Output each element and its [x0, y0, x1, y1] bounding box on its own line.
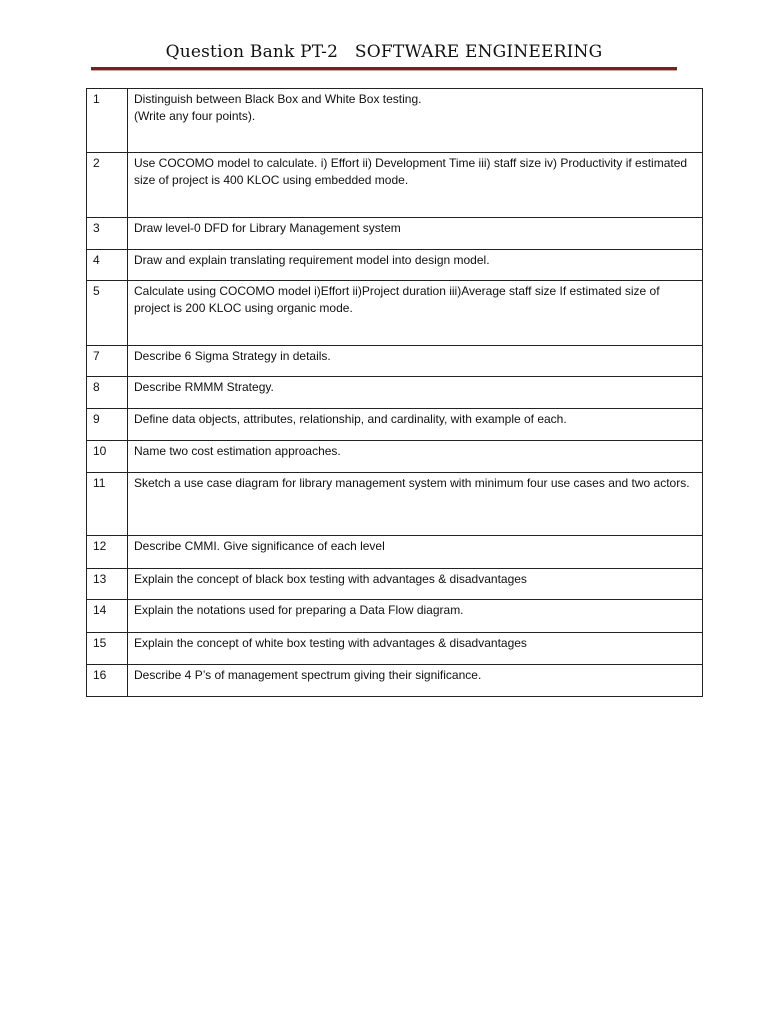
- question-text: Calculate using COCOMO model i)Effort ii)Project duration iii)Average staff size If estimated size of project is 200 KLOC using organic mode.: [128, 281, 703, 346]
- page-title: Question Bank PT-2 SOFTWARE ENGINEERING: [165, 42, 603, 62]
- question-number: 12: [87, 536, 128, 569]
- table-row: [87, 250, 703, 281]
- question-number: 8: [87, 377, 128, 409]
- question-text: Define data objects, attributes, relationship, and cardinality, with example of each.: [128, 409, 703, 441]
- question-text: Sketch a use case diagram for library management system with minimum four use cases and two actors.: [128, 473, 703, 536]
- table-row: [87, 536, 703, 569]
- question-text: [128, 89, 703, 153]
- question-number: 9: [87, 409, 128, 441]
- table-row: [87, 89, 703, 153]
- table-row: [87, 218, 703, 250]
- question-text: Draw level-0 DFD for Library Management system: [128, 218, 703, 250]
- question-text-line: Distinguish between Black Box and White Box testing.: [134, 92, 422, 106]
- question-text: Draw and explain translating requirement model into design model.: [128, 250, 703, 281]
- question-number: 10: [87, 441, 128, 473]
- table-row: [87, 600, 703, 633]
- question-number: 15: [87, 633, 128, 665]
- table-row: [87, 441, 703, 473]
- table-row: [87, 377, 703, 409]
- question-text: Describe CMMI. Give significance of each level: [128, 536, 703, 569]
- question-number: 2: [87, 153, 128, 218]
- table-row: [87, 346, 703, 377]
- question-number: 3: [87, 218, 128, 250]
- question-number: 5: [87, 281, 128, 346]
- table-row: [87, 153, 703, 218]
- table-row: [87, 409, 703, 441]
- question-text: Name two cost estimation approaches.: [128, 441, 703, 473]
- question-table: [86, 88, 703, 697]
- question-text: Explain the concept of black box testing with advantages & disadvantages: [128, 569, 703, 600]
- table-row: [87, 569, 703, 600]
- question-number: 14: [87, 600, 128, 633]
- question-number: 16: [87, 665, 128, 697]
- question-text: Explain the concept of white box testing with advantages & disadvantages: [128, 633, 703, 665]
- question-text-line: (Write any four points).: [134, 108, 256, 123]
- question-text: Describe 4 P’s of management spectrum giving their significance.: [128, 665, 703, 697]
- question-number: 11: [87, 473, 128, 536]
- question-text: Describe 6 Sigma Strategy in details.: [128, 346, 703, 377]
- title-underline: [91, 67, 677, 71]
- question-number: 13: [87, 569, 128, 600]
- table-row: [87, 473, 703, 536]
- question-number: 4: [87, 250, 128, 281]
- question-number: 7: [87, 346, 128, 377]
- question-text: Describe RMMM Strategy.: [128, 377, 703, 409]
- question-text: Use COCOMO model to calculate. i) Effort ii) Development Time iii) staff size iv) Productivity if estimated size of project is 400 KLOC using embedded mode.: [128, 153, 703, 218]
- question-text: Explain the notations used for preparing a Data Flow diagram.: [128, 600, 703, 633]
- table-row: [87, 665, 703, 697]
- table-row: [87, 281, 703, 346]
- table-row: [87, 633, 703, 665]
- question-number: 1: [87, 89, 128, 153]
